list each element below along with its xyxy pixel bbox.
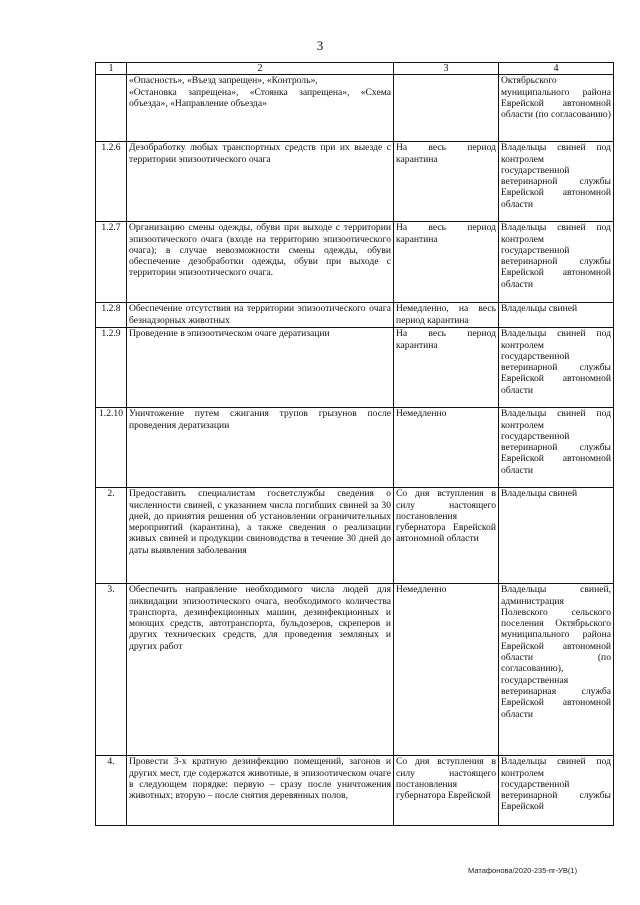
row-term: Немедленно (394, 408, 499, 488)
page-number: 3 (316, 38, 324, 53)
table-row (96, 488, 614, 584)
row-number: 3. (96, 584, 127, 756)
row-number: 1.2.10 (96, 408, 127, 488)
row-term: Со дня вступления в силу настоящего постановления губернатора Еврейской автономной области (394, 488, 499, 584)
row-number: 1.2.6 (96, 142, 127, 222)
row-number: 1.2.7 (96, 222, 127, 303)
row-responsible: Владельцы свиней (499, 488, 614, 584)
row-responsible: Октябрьского муниципального района Еврейской автономной области (по согласованию) (499, 75, 614, 142)
row-number: 2. (96, 488, 127, 584)
table-row (96, 75, 614, 142)
row-term (394, 75, 499, 142)
row-responsible: Владельцы свиней под контролем государственной ветеринарной службы Еврейской автономной области (499, 142, 614, 222)
row-term: Немедленно, на весь период карантина (394, 303, 499, 328)
row-term: На весь период карантина (394, 142, 499, 222)
table-row (96, 756, 614, 826)
table-row (96, 584, 614, 756)
row-responsible: Владельцы свиней под контролем государственной ветеринарной службы Еврейской автономной области (499, 328, 614, 408)
header-col-2: 2 (127, 63, 394, 75)
table-row (96, 328, 614, 408)
row-term: На весь период карантина (394, 328, 499, 408)
row-measure: Дезобработку любых транспортных средств при их выезде с территории эпизоотического очага (127, 142, 394, 222)
document-code-footer: Матафонова/2020-235-пг-УВ(1) (468, 866, 578, 875)
table-header-row (96, 63, 614, 75)
row-number (96, 75, 127, 142)
table-row (96, 222, 614, 303)
header-col-3: 3 (394, 63, 499, 75)
row-number: 1.2.9 (96, 328, 127, 408)
row-measure: Обеспечение отсутствия на территории эпизоотического очага безнадзорных животных (127, 303, 394, 328)
table-row (96, 303, 614, 328)
header-col-1: 1 (96, 63, 127, 75)
row-responsible: Владельцы свиней под контролем государственной ветеринарной службы Еврейской (499, 756, 614, 826)
row-responsible: Владельцы свиней под контролем государственной ветеринарной службы Еврейской автономной области (499, 222, 614, 303)
row-term: Немедленно (394, 584, 499, 756)
row-number: 4. (96, 756, 127, 826)
row-measure: Провести 3-х кратную дезинфекцию помещений, загонов и других мест, где содержатся животные, в эпизоотическом очаге в следующем порядке: первую – сразу после уничтожения животных; вторую – после снятия деревянных полов, (127, 756, 394, 826)
row-term: Со дня вступления в силу настоящего постановления губернатора Еврейской (394, 756, 499, 826)
measures-table (95, 62, 614, 826)
row-measure: Организацию смены одежды, обуви при выходе с территории эпизоотического очага (входе на территорию эпизоотического очага); в случае невозможности смены одежды, обуви обеспечение дезобработки одежды, обуви при выходе с территории эпизоотического очага. (127, 222, 394, 303)
row-responsible: Владельцы свиней, администрация Полевского сельского поселения Октябрьского муниципального района Еврейской автономной области (по согласованию), государственная ветеринарная служба Еврейской автономной области (499, 584, 614, 756)
row-measure: Обеспечить направление необходимого числа людей для ликвидации эпизоотического очага, необходимого количества транспорта, дезинфекционных машин, дезинфекционных и моющих средств, автотранспорта, бульдозеров, скреперов и других технических средств, для проведения земляных и других работ (127, 584, 394, 756)
row-measure: Проведение в эпизоотическом очаге дератизации (127, 328, 394, 408)
row-number: 1.2.8 (96, 303, 127, 328)
table-row (96, 142, 614, 222)
row-measure: «Опасность», «Въезд запрещен», «Контроль», «Остановка запрещена», «Стоянка запрещена», «Схема объезда», «Направление объезда» (127, 75, 394, 142)
row-measure: Уничтожение путем сжигания трупов грызунов после проведения дератизации (127, 408, 394, 488)
table-row (96, 408, 614, 488)
row-term: На весь период карантина (394, 222, 499, 303)
header-col-4: 4 (499, 63, 614, 75)
row-responsible: Владельцы свиней под контролем государственной ветеринарной службы Еврейской автономной области (499, 408, 614, 488)
row-responsible: Владельцы свиней (499, 303, 614, 328)
row-measure: Предоставить специалистам госветслужбы сведения о численности свиней, с указанием числа погибших свиней за 30 дней, до принятия решения об установлении ограничительных мероприятий (карантина), а также сведения о реализации живых свиней и продукции свиноводства в течение 30 дней до даты выявления заболевания (127, 488, 394, 584)
